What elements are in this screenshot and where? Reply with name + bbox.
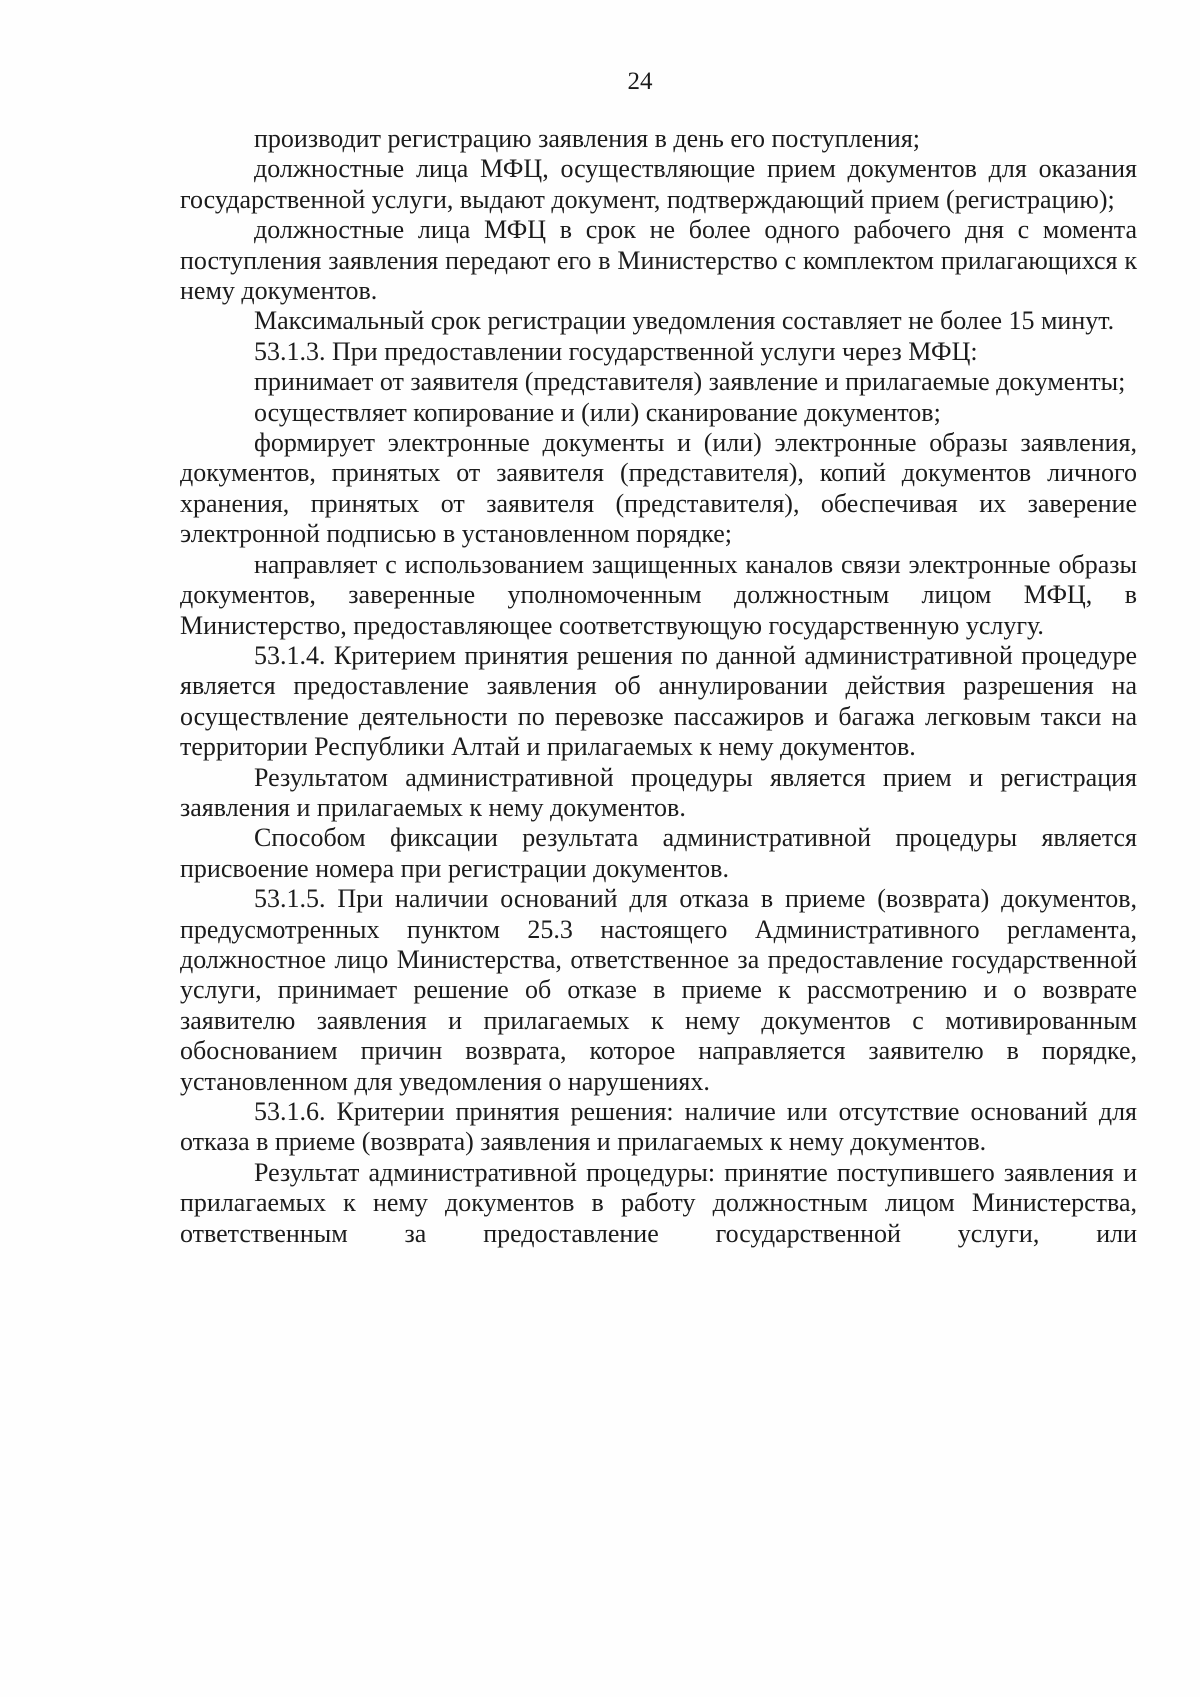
paragraph: осуществляет копирование и (или) сканирование документов; xyxy=(254,397,941,427)
paragraph: Способом фиксации результата административной процедуры является присвоение номера при регистрации документов. xyxy=(180,823,1137,883)
document-body xyxy=(180,124,1137,1249)
paragraph: 53.1.6. Критерии принятия решения: наличие или отсутствие оснований для отказа в приеме (возврата) заявления и прилагаемых к нему документов. xyxy=(180,1097,1137,1157)
paragraph: 53.1.4. Критерием принятия решения по данной административной процедуре является предоставление заявления об аннулировании действия разрешения на осуществление деятельности по перевозке пассажиров и багажа легковым такси на территории Республики Алтай и прилагаемых к нему документов. xyxy=(180,640,1137,762)
paragraph: Максимальный срок регистрации уведомления составляет не более 15 минут. xyxy=(254,306,1115,336)
paragraph: должностные лица МФЦ в срок не более одного рабочего дня с момента поступления заявления передают его в Министерство с комплектом прилагающихся к нему документов. xyxy=(180,215,1137,306)
paragraph: формирует электронные документы и (или) электронные образы заявления, документов, принятых от заявителя (представителя), копий документов личного хранения, принятых от заявителя (представителя), обеспечивая их заверение электронной подписью в установленном порядке; xyxy=(180,428,1137,549)
paragraph: Результатом административной процедуры является прием и регистрация заявления и прилагаемых к нему документов. xyxy=(180,762,1137,822)
paragraph: 53.1.3. При предоставлении государственной услуги через МФЦ: xyxy=(254,336,978,366)
paragraph: производит регистрацию заявления в день его поступления; xyxy=(254,124,921,153)
page-number: 24 xyxy=(627,68,653,95)
paragraph: 53.1.5. При наличии оснований для отказа в приеме (возврата) документов, предусмотренных пунктом 25.3 настоящего Административного регламента, должностное лицо Министерства, ответственное за предоставление государственной услуги, принимает решение об отказе в приеме к рассмотрению и о возврате заявителю заявления и прилагаемых к нему документов с мотивированным обоснованием причин возврата, которое направляется заявителю в порядке, установленном для уведомления о нарушениях. xyxy=(180,884,1137,1096)
paragraph: Результат административной процедуры: принятие поступившего заявления и прилагаемых к нему документов в работу должностным лицом Министерства, ответственным за предоставление государственной услуги, или xyxy=(180,1157,1137,1248)
paragraph: должностные лица МФЦ, осуществляющие прием документов для оказания государственной услуги, выдают документ, подтверждающий прием (регистрацию); xyxy=(180,154,1137,214)
paragraph: направляет с использованием защищенных каналов связи электронные образы документов, заверенные уполномоченным должностным лицом МФЦ, в Министерство, предоставляющее соответствующую государственную услугу. xyxy=(180,549,1137,640)
paragraph: принимает от заявителя (представителя) заявление и прилагаемые документы; xyxy=(254,367,1126,397)
